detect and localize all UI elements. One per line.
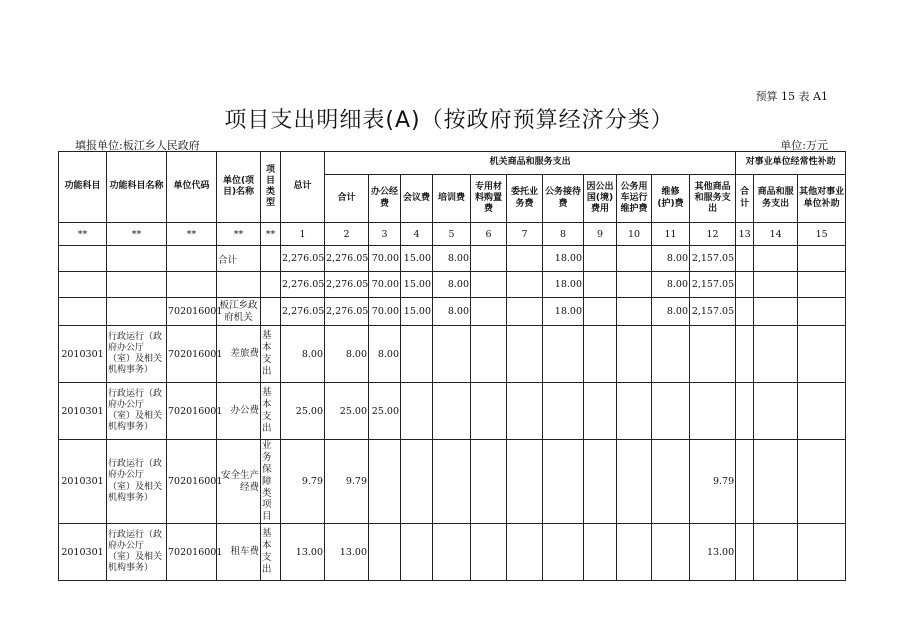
column-index-cell: 12: [690, 223, 736, 246]
cell-office-expense: [369, 440, 401, 524]
cell-reception-expense: 18.00: [543, 298, 584, 326]
cell-commissioned-expense: [507, 298, 543, 326]
cell-func-subject-name: 行政运行（政府办公厅（室）及相关机构事务）: [107, 326, 167, 383]
cell-unit-name: 办公费: [217, 383, 261, 440]
cell-meeting-expense: [401, 524, 433, 581]
cell-reception-expense: 18.00: [543, 246, 584, 272]
cell-overseas-expense: [584, 246, 617, 272]
cell-a-total: 2,276.05: [325, 272, 369, 298]
header-overseas-expense: 因公出国(境)费用: [584, 175, 617, 223]
cell-unit-code: 702016001: [167, 326, 217, 383]
cell-office-expense: 70.00: [369, 298, 401, 326]
cell-materials-expense: [471, 524, 507, 581]
cell-b-other-subsidy: [798, 298, 846, 326]
cell-unit-code: [167, 246, 217, 272]
table-row: [59, 524, 846, 581]
cell-training-expense: [433, 524, 471, 581]
cell-office-expense: 70.00: [369, 246, 401, 272]
header-func-subject-name: 功能科目名称: [107, 152, 167, 223]
cell-b-total: [736, 246, 754, 272]
cell-func-subject: 2010301: [59, 326, 107, 383]
filler-unit: 填报单位:板江乡人民政府: [75, 139, 200, 152]
header-b-other-subsidy: 其他对事业单位补助: [798, 175, 846, 223]
cell-maintenance-expense: 8.00: [652, 246, 690, 272]
cell-b-goods-services: [754, 246, 798, 272]
cell-unit-code: 702016001: [167, 524, 217, 581]
page-title: 项目支出明细表(A)（按政府预算经济分类）: [224, 108, 674, 133]
cell-vehicle-expense: [617, 440, 652, 524]
column-index-cell: **: [217, 223, 261, 246]
column-index-cell: 1: [281, 223, 325, 246]
cell-b-other-subsidy: [798, 326, 846, 383]
cell-materials-expense: [471, 326, 507, 383]
cell-commissioned-expense: [507, 440, 543, 524]
cell-training-expense: [433, 326, 471, 383]
header-training-expense: 培训费: [433, 175, 471, 223]
cell-a-total: 13.00: [325, 524, 369, 581]
cell-func-subject: 2010301: [59, 440, 107, 524]
column-index-cell: 11: [652, 223, 690, 246]
cell-func-subject: [59, 246, 107, 272]
cell-b-total: [736, 524, 754, 581]
cell-reception-expense: [543, 383, 584, 440]
column-index-cell: 15: [798, 223, 846, 246]
cell-b-goods-services: [754, 298, 798, 326]
cell-unit-code: 702016001: [167, 298, 217, 326]
column-index-cell: 2: [325, 223, 369, 246]
cell-training-expense: [433, 383, 471, 440]
header-vehicle-expense: 公务用车运行维护费: [617, 175, 652, 223]
header-commissioned-expense: 委托业务费: [507, 175, 543, 223]
cell-other-goods-expense: [690, 326, 736, 383]
cell-func-subject: 2010301: [59, 383, 107, 440]
table-row: [59, 383, 846, 440]
cell-b-other-subsidy: [798, 383, 846, 440]
cell-other-goods-expense: 13.00: [690, 524, 736, 581]
cell-commissioned-expense: [507, 272, 543, 298]
column-index-cell: 9: [584, 223, 617, 246]
cell-overseas-expense: [584, 272, 617, 298]
cell-a-total: 2,276.05: [325, 246, 369, 272]
cell-project-type: [261, 246, 281, 272]
header-reception-expense: 公务接待费: [543, 175, 584, 223]
cell-unit-name: 安全生产经费: [217, 440, 261, 524]
cell-total: 25.00: [281, 383, 325, 440]
table-row: [59, 326, 846, 383]
cell-func-subject-name: 行政运行（政府办公厅（室）及相关机构事务）: [107, 524, 167, 581]
cell-commissioned-expense: [507, 326, 543, 383]
currency-unit: 单位:万元: [780, 139, 828, 152]
cell-b-goods-services: [754, 524, 798, 581]
cell-maintenance-expense: 8.00: [652, 298, 690, 326]
cell-reception-expense: [543, 524, 584, 581]
header-materials-expense: 专用材料购置费: [471, 175, 507, 223]
cell-b-goods-services: [754, 272, 798, 298]
cell-meeting-expense: 15.00: [401, 298, 433, 326]
column-index-row: [59, 223, 846, 246]
header-func-subject: 功能科目: [59, 152, 107, 223]
cell-commissioned-expense: [507, 383, 543, 440]
cell-func-subject-name: 行政运行（政府办公厅（室）及相关机构事务）: [107, 440, 167, 524]
cell-materials-expense: [471, 246, 507, 272]
column-index-cell: 3: [369, 223, 401, 246]
cell-b-goods-services: [754, 383, 798, 440]
column-index-cell: 6: [471, 223, 507, 246]
table-row: [59, 440, 846, 524]
cell-func-subject-name: [107, 298, 167, 326]
expenditure-table: [58, 151, 846, 581]
cell-project-type: [261, 272, 281, 298]
cell-total: 8.00: [281, 326, 325, 383]
cell-unit-name: 租车费: [217, 524, 261, 581]
cell-maintenance-expense: [652, 524, 690, 581]
cell-maintenance-expense: 8.00: [652, 272, 690, 298]
cell-a-total: 2,276.05: [325, 298, 369, 326]
column-index-cell: 10: [617, 223, 652, 246]
cell-project-type: 基本支出: [261, 383, 281, 440]
cell-reception-expense: [543, 440, 584, 524]
cell-materials-expense: [471, 272, 507, 298]
cell-maintenance-expense: [652, 326, 690, 383]
cell-other-goods-expense: 2,157.05: [690, 272, 736, 298]
cell-func-subject: [59, 272, 107, 298]
header-office-expense: 办公经费: [369, 175, 401, 223]
cell-overseas-expense: [584, 298, 617, 326]
cell-overseas-expense: [584, 383, 617, 440]
cell-training-expense: 8.00: [433, 246, 471, 272]
table-row: [59, 298, 846, 326]
header-a-total: 合计: [325, 175, 369, 223]
cell-maintenance-expense: [652, 383, 690, 440]
column-index-cell: 7: [507, 223, 543, 246]
cell-project-type: 基本支出: [261, 524, 281, 581]
header-b-total: 合计: [736, 175, 754, 223]
cell-training-expense: 8.00: [433, 298, 471, 326]
column-index-cell: 4: [401, 223, 433, 246]
cell-total: 9.79: [281, 440, 325, 524]
header-unit-name: 单位(项目)名称: [217, 152, 261, 223]
cell-office-expense: [369, 524, 401, 581]
cell-overseas-expense: [584, 440, 617, 524]
cell-b-goods-services: [754, 326, 798, 383]
cell-b-goods-services: [754, 440, 798, 524]
cell-meeting-expense: [401, 326, 433, 383]
header-group-goods-services: 机关商品和服务支出: [325, 152, 736, 175]
cell-b-total: [736, 272, 754, 298]
cell-b-total: [736, 298, 754, 326]
cell-vehicle-expense: [617, 383, 652, 440]
column-index-cell: **: [167, 223, 217, 246]
cell-other-goods-expense: [690, 383, 736, 440]
column-index-cell: 13: [736, 223, 754, 246]
cell-overseas-expense: [584, 326, 617, 383]
cell-unit-code: 702016001: [167, 383, 217, 440]
cell-training-expense: 8.00: [433, 272, 471, 298]
cell-vehicle-expense: [617, 272, 652, 298]
cell-func-subject-name: 行政运行（政府办公厅（室）及相关机构事务）: [107, 383, 167, 440]
cell-commissioned-expense: [507, 524, 543, 581]
cell-vehicle-expense: [617, 298, 652, 326]
cell-func-subject-name: [107, 272, 167, 298]
form-code: 预算 15 表 A1: [755, 90, 828, 103]
cell-meeting-expense: 15.00: [401, 246, 433, 272]
column-index-cell: **: [261, 223, 281, 246]
cell-b-total: [736, 383, 754, 440]
cell-unit-name: 合计: [217, 246, 261, 272]
cell-unit-name: [217, 272, 261, 298]
cell-b-other-subsidy: [798, 272, 846, 298]
cell-unit-code: 702016001: [167, 440, 217, 524]
cell-maintenance-expense: [652, 440, 690, 524]
cell-vehicle-expense: [617, 524, 652, 581]
cell-materials-expense: [471, 440, 507, 524]
cell-meeting-expense: [401, 440, 433, 524]
header-project-type: 项目类型: [261, 152, 281, 223]
header-unit-code: 单位代码: [167, 152, 217, 223]
cell-unit-code: [167, 272, 217, 298]
cell-total: 2,276.05: [281, 272, 325, 298]
column-index-cell: **: [59, 223, 107, 246]
column-index-cell: 8: [543, 223, 584, 246]
header-other-goods-expense: 其他商品和服务支出: [690, 175, 736, 223]
cell-vehicle-expense: [617, 246, 652, 272]
cell-meeting-expense: 15.00: [401, 272, 433, 298]
header-total: 总计: [281, 152, 325, 223]
cell-a-total: 25.00: [325, 383, 369, 440]
cell-b-other-subsidy: [798, 440, 846, 524]
cell-total: 2,276.05: [281, 246, 325, 272]
cell-total: 13.00: [281, 524, 325, 581]
cell-func-subject: 2010301: [59, 524, 107, 581]
cell-project-type: 业务保障类项目: [261, 440, 281, 524]
cell-other-goods-expense: 2,157.05: [690, 246, 736, 272]
cell-b-total: [736, 440, 754, 524]
cell-reception-expense: [543, 326, 584, 383]
cell-reception-expense: 18.00: [543, 272, 584, 298]
column-index-cell: 14: [754, 223, 798, 246]
cell-a-total: 9.79: [325, 440, 369, 524]
cell-total: 2,276.05: [281, 298, 325, 326]
cell-func-subject: [59, 298, 107, 326]
cell-project-type: 基本支出: [261, 326, 281, 383]
cell-office-expense: 70.00: [369, 272, 401, 298]
cell-office-expense: 8.00: [369, 326, 401, 383]
cell-other-goods-expense: 9.79: [690, 440, 736, 524]
header-b-goods-services: 商品和服务支出: [754, 175, 798, 223]
cell-b-other-subsidy: [798, 524, 846, 581]
cell-materials-expense: [471, 383, 507, 440]
cell-vehicle-expense: [617, 326, 652, 383]
header-maintenance-expense: 维修(护)费: [652, 175, 690, 223]
cell-overseas-expense: [584, 524, 617, 581]
header-meeting-expense: 会议费: [401, 175, 433, 223]
cell-meeting-expense: [401, 383, 433, 440]
cell-func-subject-name: [107, 246, 167, 272]
cell-unit-name: 差旅费: [217, 326, 261, 383]
column-index-cell: 5: [433, 223, 471, 246]
cell-materials-expense: [471, 298, 507, 326]
table-row: [59, 246, 846, 272]
table-row: [59, 272, 846, 298]
cell-unit-name: 板江乡政府机关: [217, 298, 261, 326]
cell-office-expense: 25.00: [369, 383, 401, 440]
cell-commissioned-expense: [507, 246, 543, 272]
header-group-subsidy: 对事业单位经常性补助: [736, 152, 846, 175]
cell-b-other-subsidy: [798, 246, 846, 272]
cell-a-total: 8.00: [325, 326, 369, 383]
column-index-cell: **: [107, 223, 167, 246]
cell-project-type: [261, 298, 281, 326]
cell-other-goods-expense: 2,157.05: [690, 298, 736, 326]
cell-b-total: [736, 326, 754, 383]
cell-training-expense: [433, 440, 471, 524]
